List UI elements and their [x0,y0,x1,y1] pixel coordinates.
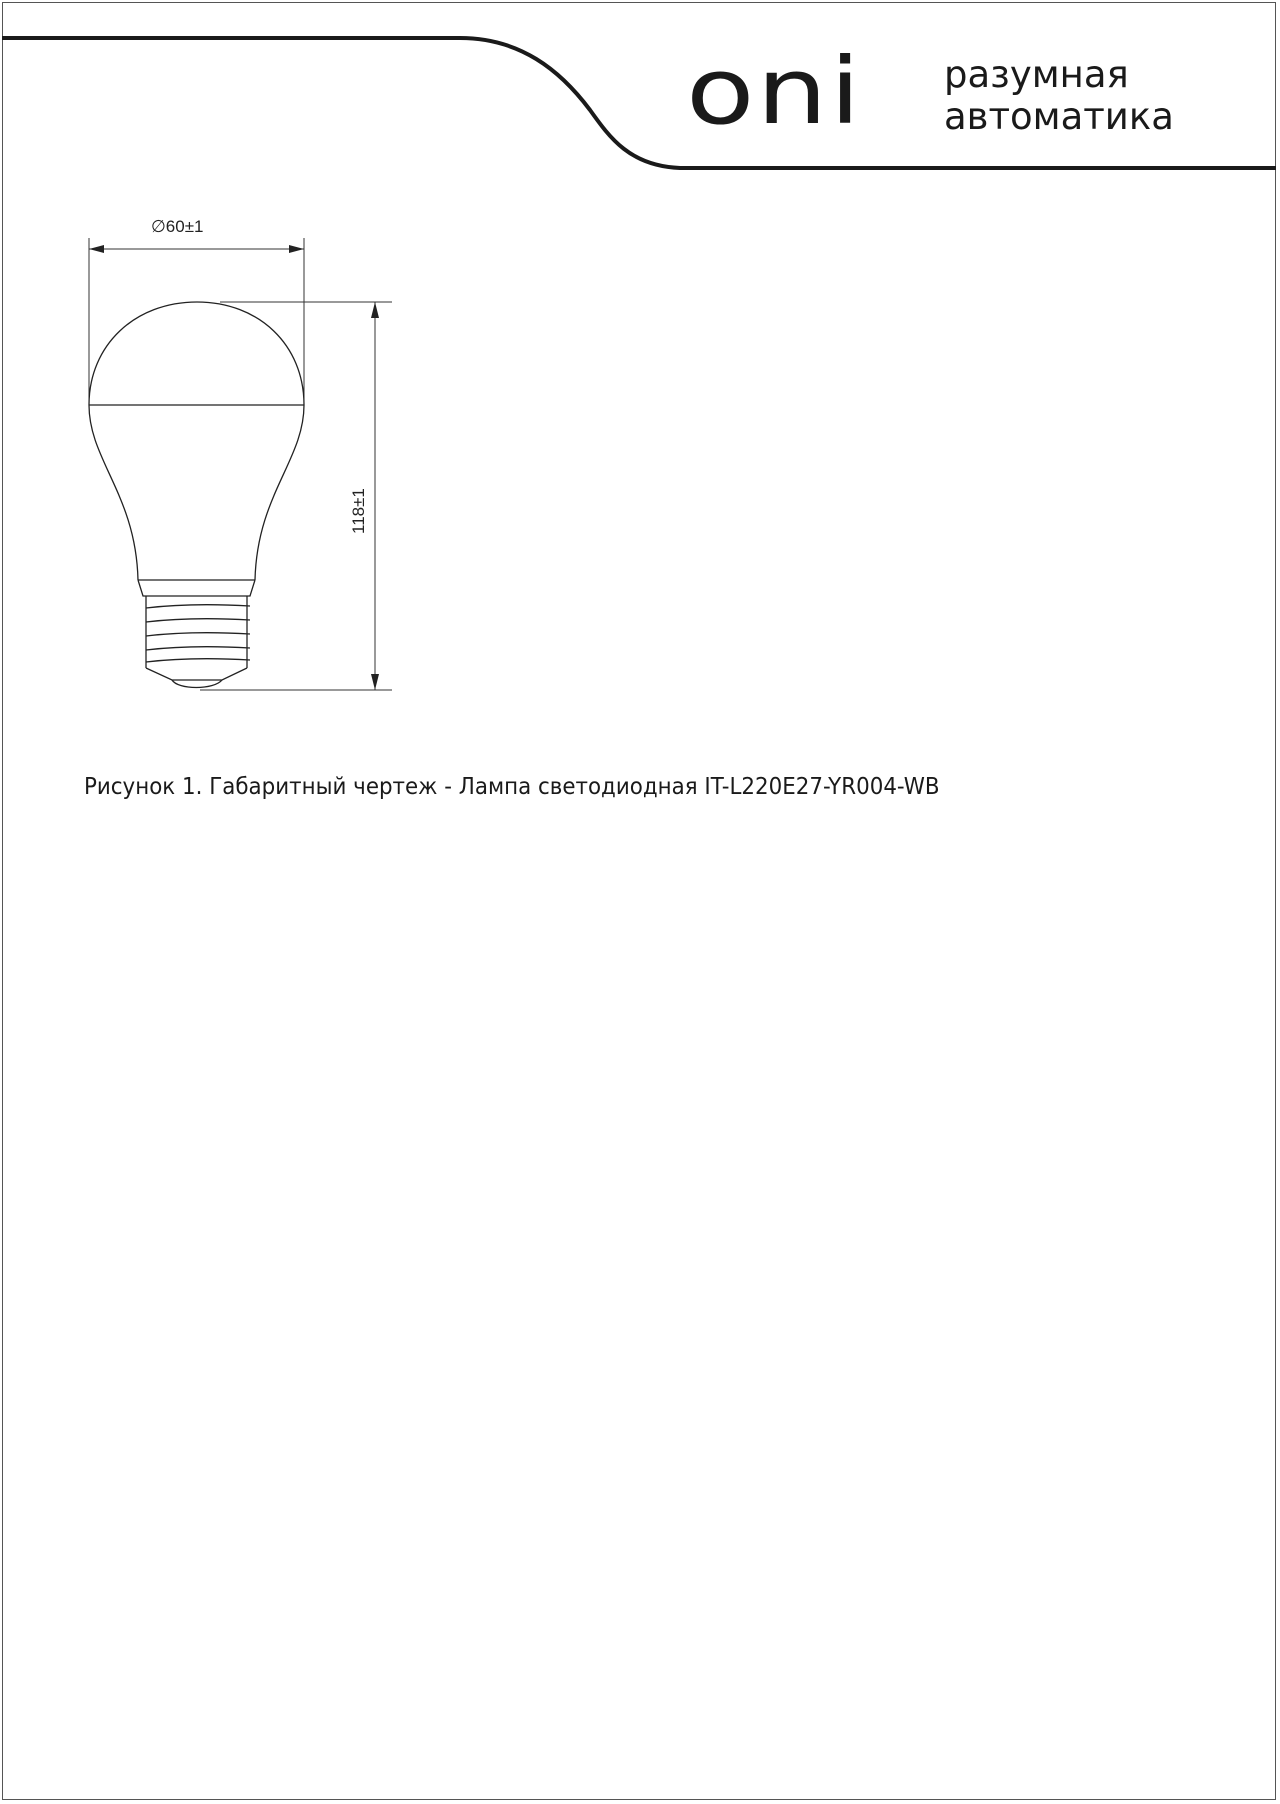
tagline-line-2: автоматика [944,95,1174,138]
bulb-left-side [89,405,138,580]
arrow-right [289,245,304,253]
dimension-drawing [0,0,1280,760]
tagline-line-1: разумная [944,53,1129,96]
bulb-dome [89,302,304,405]
bulb-right-side [255,405,304,580]
brand-logo: oni [686,38,863,146]
height-label: 118±1 [349,488,368,534]
figure-caption: Рисунок 1. Габаритный чертеж - Лампа светодиодная IT-L220E27-YR004-WB [84,774,940,800]
arrow-bottom [371,674,379,690]
collar [138,580,255,596]
base-contact [172,680,222,688]
lamp-outline [89,302,304,688]
arrow-top [371,302,379,318]
base-bottom [146,668,247,680]
diameter-label: ∅60±1 [151,217,204,236]
arrow-left [89,245,104,253]
